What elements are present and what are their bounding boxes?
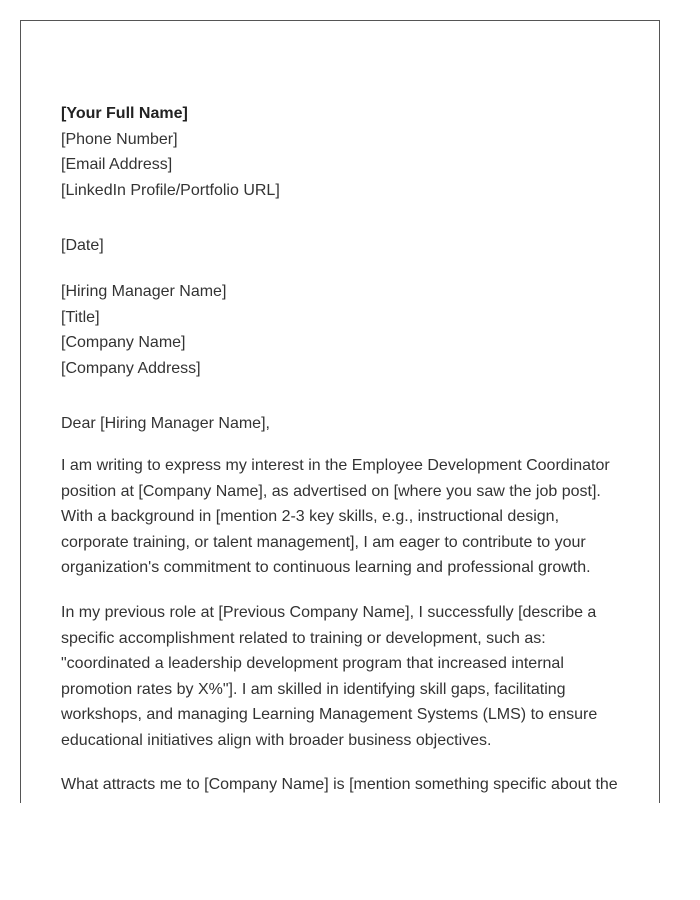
paragraph-line: specific accomplishment related to training or development, such as: [61,629,546,647]
paragraph-line: I am writing to express my interest in the Employee Development Coordinator [61,456,610,474]
paragraph-line: With a background in [mention 2-3 key skills, e.g., instructional design, [61,508,560,526]
paragraph-intro [61,453,631,581]
sender-email: [Email Address] [61,156,173,174]
sender-block [61,101,631,203]
letter-date: [Date] [61,237,104,255]
recipient-address: [Company Address] [61,359,201,377]
paragraph-line: "coordinated a leadership development program that increased internal [61,655,564,673]
paragraph-line: position at [Company Name], as advertised on [where you saw the job post]. [61,482,601,500]
letter-content [61,101,631,798]
paragraph-line: organization's commitment to continuous learning and professional growth. [61,559,591,577]
paragraph-line: What attracts me to [Company Name] is [mention something specific about the [61,776,618,794]
sender-linkedin: [LinkedIn Profile/Portfolio URL] [61,181,280,199]
sender-phone: [Phone Number] [61,130,178,148]
paragraph-company-interest [61,772,631,798]
paragraph-line: educational initiatives align with broader business objectives. [61,731,492,749]
paragraph-experience [61,600,631,754]
recipient-name: [Hiring Manager Name] [61,282,227,300]
page-cutoff [0,803,700,900]
recipient-title: [Title] [61,308,100,326]
recipient-company: [Company Name] [61,334,186,352]
letter-page [20,20,660,900]
paragraph-line: workshops, and managing Learning Management Systems (LMS) to ensure [61,706,598,724]
salutation: Dear [Hiring Manager Name], [61,415,270,433]
paragraph-line: corporate training, or talent management], I am eager to contribute to your [61,533,586,551]
sender-name: [Your Full Name] [61,105,188,122]
recipient-block [61,279,631,381]
paragraph-line: In my previous role at [Previous Company Name], I successfully [describe a [61,603,597,621]
paragraph-line: promotion rates by X%"]. I am skilled in identifying skill gaps, facilitating [61,680,566,698]
